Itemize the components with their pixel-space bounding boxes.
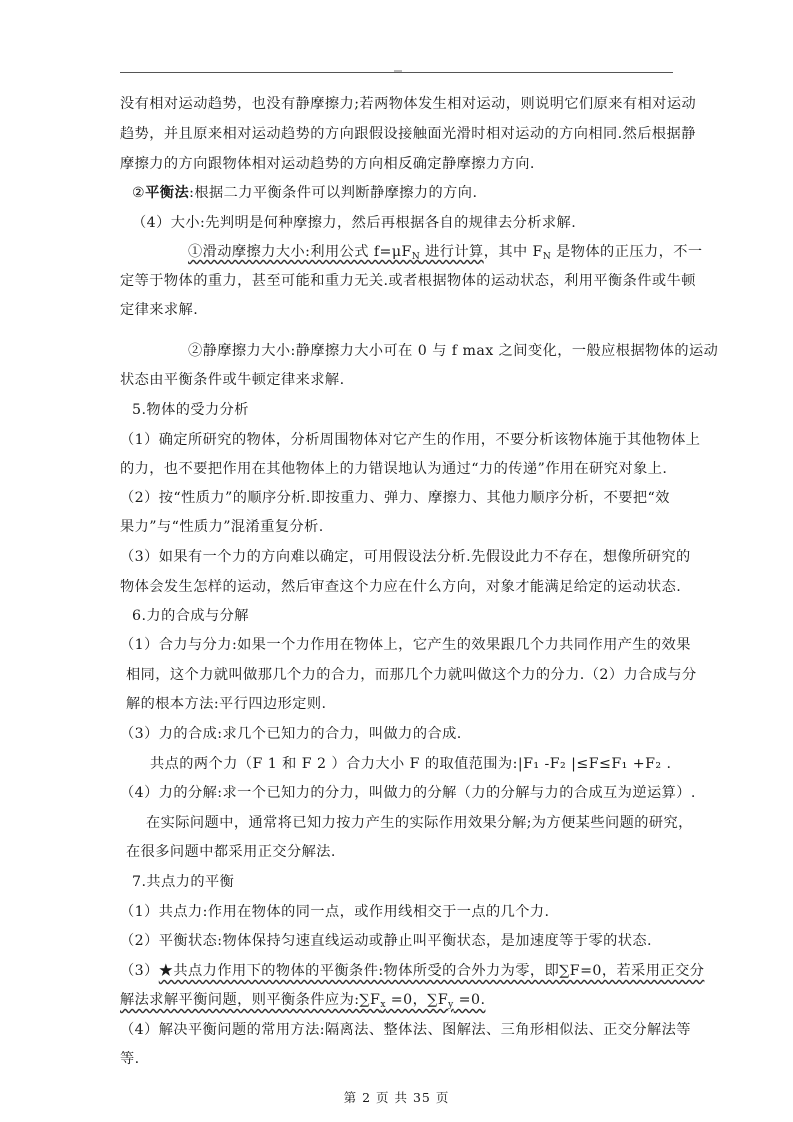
text-line: [188, 243, 703, 266]
text-span: 是物体的正压力，不一: [551, 244, 703, 260]
text-line: 的力，也不要把作用在其他物体上的力错误地认为通过“力的传递”作用在研究对象上.: [120, 461, 668, 477]
text-line: （2）平衡状态:物体保持匀速直线运动或静止叫平衡状态，是加速度等于零的状态.: [120, 933, 652, 949]
text-line: 状态由平衡条件或牛顿定律来求解.: [120, 372, 345, 388]
text-span: （3）: [120, 963, 159, 979]
text-line: 定等于物体的重力，甚至可能和重力无关.或者根据物体的运动状态，利用平衡条件或牛顿: [120, 273, 696, 289]
text-line: 在实际问题中，通常将已知力按力产生的实际作用效果分解;为方便某些问题的研究，: [146, 815, 693, 831]
text-line: （1）共点力:作用在物体的同一点，或作用线相交于一点的几个力.: [120, 904, 550, 920]
text-span: ②: [132, 185, 146, 201]
underlined-text: [188, 244, 484, 260]
underlined-text: [120, 992, 485, 1008]
text-line: （3）如果有一个力的方向难以确定，可用假设法分析.先假设此力不存在，想像所研究的: [120, 549, 691, 565]
text-span: :根据二力平衡条件可以判断静摩擦力的方向.: [189, 185, 478, 201]
page-footer: 第 2 页 共 35 页: [343, 1090, 450, 1105]
section-heading: 6.力的合成与分解: [132, 608, 249, 624]
underlined-text: ★共点力作用下的物体的平衡条件:物体所受的合外力为零，即∑F=0，若采用正交分: [158, 963, 705, 979]
subscript: N: [411, 252, 421, 262]
text-line: （2）按“性质力”的顺序分析.即按重力、弹力、摩擦力、其他力顺序分析，不要把“效: [120, 490, 670, 506]
header-rule: [120, 72, 673, 73]
text-line: 相同，这个力就叫做那几个力的合力，而那几个力就叫做这个力的分力.（2）力合成与分: [126, 667, 697, 683]
text-span: =0.: [453, 992, 486, 1008]
text-span: ①滑动摩擦力大小:利用公式 f=μF: [188, 244, 412, 260]
section-heading: 7.共点力的平衡: [132, 874, 235, 890]
header-mark: [394, 70, 402, 72]
section-heading: 5.物体的受力分析: [132, 402, 249, 418]
subscript: x: [380, 1000, 386, 1010]
text-line: （4）解决平衡问题的常用方法:隔离法、整体法、图解法、三角形相似法、正交分解法等: [120, 1022, 691, 1038]
text-line: （1）合力与分力:如果一个力作用在物体上，它产生的效果跟几个力共同作用产生的效果: [120, 637, 691, 653]
text-line: 解的根本方法:平行四边形定则.: [126, 696, 327, 712]
text-line: （4）力的分解:求一个已知力的分力，叫做力的分解（力的分解与力的合成互为逆运算）.: [120, 785, 696, 801]
text-line: [120, 962, 704, 980]
text-line: 定律来求解.: [120, 302, 199, 318]
text-line: 趋势，并且原来相对运动趋势的方向跟假设接触面光滑时相对运动的方向相同.然后根据静: [120, 126, 696, 142]
text-line: 物体会发生怎样的运动，然后审查这个力应在什么方向，对象才能满足给定的运动状态.: [120, 579, 682, 595]
text-line: （4）大小:先判明是何种摩擦力，然后再根据各自的规律去分析求解.: [132, 215, 577, 231]
text-line: 没有相对运动趋势，也没有静摩擦力;若两物体发生相对运动，则说明它们原来有相对运动: [120, 96, 697, 112]
text-span: 进行计算: [420, 244, 484, 260]
text-line: [120, 991, 485, 1014]
text-line: ②静摩擦力大小:静摩擦力大小可在 0 与 f max 之间变化，一般应根据物体的运动: [188, 343, 719, 359]
text-line: 在很多问题中都采用正交分解法.: [126, 844, 336, 860]
text-line: 等.: [120, 1051, 140, 1067]
text-line: （3）力的合成:求几个已知力的合力，叫做力的合成.: [120, 726, 462, 742]
subscript: N: [542, 252, 552, 262]
text-line: （1）确定所研究的物体，分析周围物体对它产生的作用，不要分析该物体施于其他物体上: [120, 432, 701, 448]
text-span: 解法求解平衡问题，则平衡条件应为:∑F: [120, 992, 381, 1008]
text-span: ，其中 F: [483, 244, 543, 260]
text-line: 果力”与“性质力”混淆重复分析.: [120, 519, 324, 535]
text-span: =0，∑F: [385, 992, 449, 1008]
bold-term: 平衡法: [145, 185, 190, 201]
subscript: y: [448, 1000, 454, 1010]
formula-line: 共点的两个力（F 1 和 F 2 ）合力大小 F 的取值范围为:|F₁ -F₂ |≤F≤F₁ +F₂ .: [150, 756, 672, 772]
text-line: [132, 184, 477, 202]
text-line: 摩擦力的方向跟物体相对运动趋势的方向相反确定静摩擦力方向.: [120, 156, 535, 172]
